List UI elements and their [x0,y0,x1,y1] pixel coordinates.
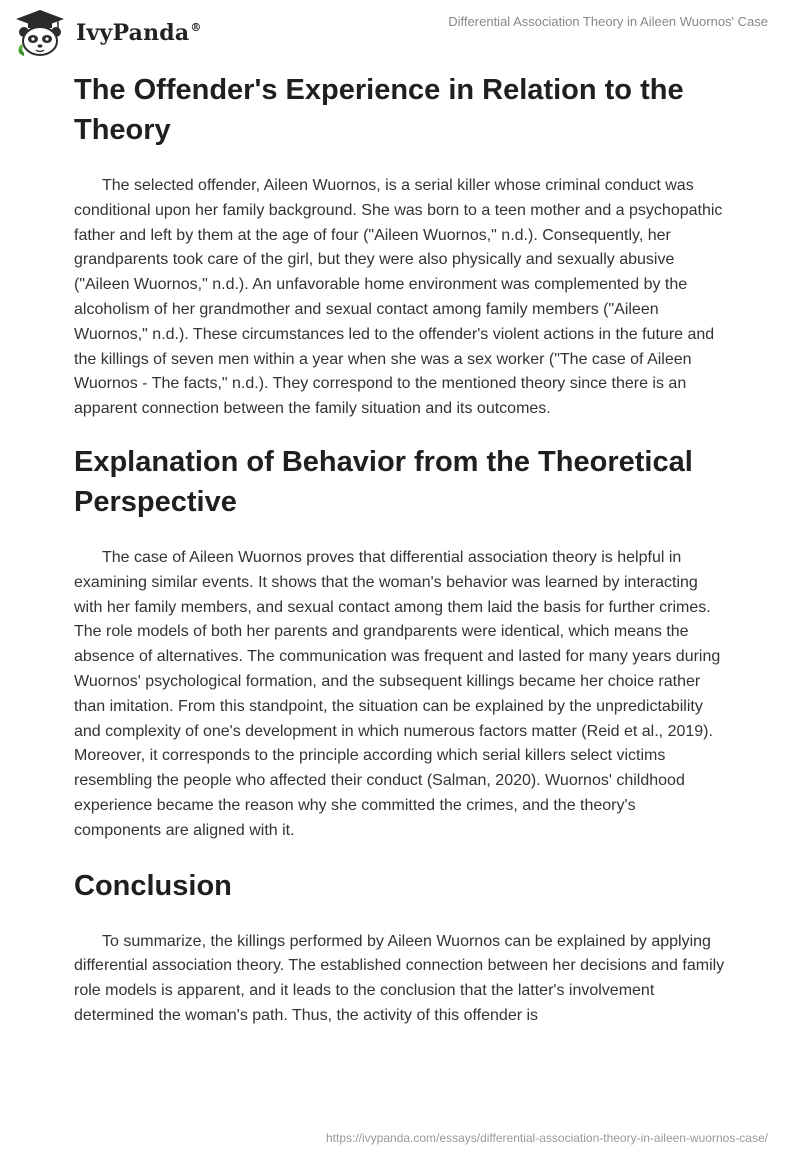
registered-mark: ® [190,21,202,34]
section-heading: Explanation of Behavior from the Theoretical Perspective [74,445,693,518]
essay-body [74,70,726,1029]
section-paragraph: The case of Aileen Wuornos proves that differential association theory is helpful in examining similar events. It shows that the woman's behavior was learned by interacting with her family members, and sexual contact among them laid the basis for further crimes. The role models of both her parents and grandparents were identical, which means the absence of alternatives. The communication was frequent and lasted for many years during Wuornos' psychological formation, and the subsequent killings became her choice rather than imitation. From this standpoint, the situation can be explained by the unpredictability and complexity of one's development in which numerous factors matter (Reid et al., 2019). Moreover, it corresponds to the principle according which serial killers select victims resembling the people who affected their conduct (Salman, 2020). Wuornos' childhood experience became the reason why she committed the crimes, and the theory's components are aligned with it. [74,548,721,839]
section-paragraph: To summarize, the killings performed by Aileen Wuornos can be explained by applying differential association theory. The established connection between her decisions and family role models is apparent, and it leads to the conclusion that the latter's involvement determined the woman's path. Thus, the activity of this offender is [74,932,725,1024]
section-heading: The Offender's Experience in Relation to the Theory [74,74,684,146]
panda-graduate-icon[interactable] [14,8,66,58]
page-header [0,0,800,64]
section-paragraph: The selected offender, Aileen Wuornos, is a serial killer whose criminal conduct was conditional upon her family background. She was born to a teen mother and a psychopathic father and left by them at the age of four ("Aileen Wuornos," n.d.). Consequently, her grandparents took care of the girl, but they were also physically and sexually abusive ("Aileen Wuornos," n.d.). An unfavorable home environment was complemented by the alcoholism of her grandmother and sexual contact among family members ("Aileen Wuornos," n.d.). These circumstances led to the offender's violent actions in the future and the killings of seven men within a year when she was a sex worker ("The case of Aileen Wuornos - The facts," n.d.). They correspond to the mentioned theory since there is an apparent connection between the family situation and its outcomes. [74,177,723,418]
document-title: Differential Association Theory in Aileen Wuornos' Case [448,14,768,29]
brand-text: IvyPanda [76,20,190,46]
section-heading: Conclusion [74,869,232,902]
source-url-link[interactable]: https://ivypanda.com/essays/differential-association-theory-in-aileen-wuornos-case/ [326,1131,768,1145]
brand-name[interactable] [76,20,202,46]
